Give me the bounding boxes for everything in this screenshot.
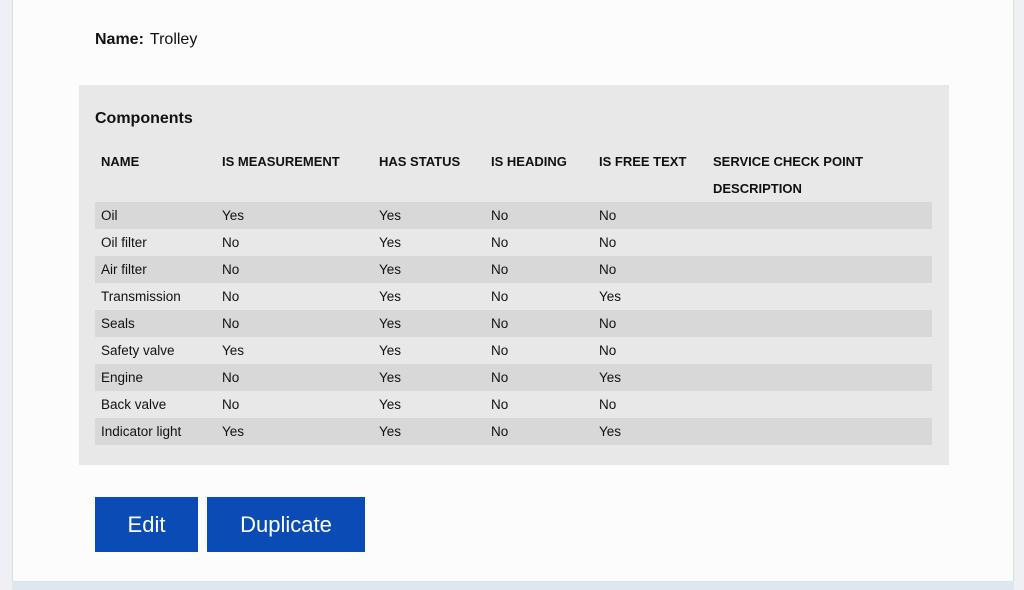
table-cell: Indicator light bbox=[95, 418, 216, 445]
table-cell: Safety valve bbox=[95, 337, 216, 364]
table-cell: No bbox=[485, 337, 593, 364]
table-row bbox=[95, 418, 932, 445]
table-cell bbox=[707, 202, 932, 229]
table-cell: Back valve bbox=[95, 391, 216, 418]
table-cell: No bbox=[593, 229, 707, 256]
table-cell: No bbox=[485, 310, 593, 337]
components-table bbox=[95, 148, 932, 445]
table-cell: Yes bbox=[373, 391, 485, 418]
table-row bbox=[95, 283, 932, 310]
table-cell bbox=[707, 229, 932, 256]
column-header: IS MEASUREMENT bbox=[222, 154, 340, 169]
table-cell bbox=[707, 364, 932, 391]
table-cell: Yes bbox=[373, 283, 485, 310]
table-row bbox=[95, 256, 932, 283]
table-cell: No bbox=[485, 364, 593, 391]
table-cell: No bbox=[485, 391, 593, 418]
table-row bbox=[95, 391, 932, 418]
table-cell: Yes bbox=[373, 256, 485, 283]
table-cell: No bbox=[593, 337, 707, 364]
table-cell: No bbox=[216, 256, 373, 283]
table-cell: No bbox=[216, 283, 373, 310]
edit-button[interactable]: Edit bbox=[95, 497, 198, 552]
components-title: Components bbox=[95, 110, 193, 127]
table-cell: Engine bbox=[95, 364, 216, 391]
table-cell: Yes bbox=[593, 418, 707, 445]
table-cell: Yes bbox=[216, 202, 373, 229]
table-cell: Yes bbox=[373, 418, 485, 445]
record-page bbox=[12, 0, 1014, 581]
record-name bbox=[95, 31, 197, 49]
column-header: IS FREE TEXT bbox=[599, 154, 687, 169]
table-cell: No bbox=[485, 256, 593, 283]
table-cell bbox=[707, 337, 932, 364]
table-cell bbox=[707, 283, 932, 310]
column-header: HAS STATUS bbox=[379, 154, 461, 169]
duplicate-button[interactable]: Duplicate bbox=[207, 497, 365, 552]
bottom-strip bbox=[12, 581, 1014, 590]
table-cell: Air filter bbox=[95, 256, 216, 283]
column-header: SERVICE CHECK POINT DESCRIPTION bbox=[713, 154, 864, 196]
table-cell: Yes bbox=[216, 418, 373, 445]
table-cell: No bbox=[485, 418, 593, 445]
table-cell: Seals bbox=[95, 310, 216, 337]
table-cell: No bbox=[216, 391, 373, 418]
table-cell: Yes bbox=[216, 337, 373, 364]
table-cell: No bbox=[216, 229, 373, 256]
table-cell: No bbox=[485, 202, 593, 229]
name-label: Name: bbox=[95, 31, 144, 48]
table-cell: Oil filter bbox=[95, 229, 216, 256]
table-cell: Yes bbox=[373, 364, 485, 391]
table-cell: No bbox=[216, 310, 373, 337]
table-cell bbox=[707, 391, 932, 418]
table-cell: Yes bbox=[373, 337, 485, 364]
table-cell: Yes bbox=[373, 202, 485, 229]
table-cell: No bbox=[216, 364, 373, 391]
table-header-row bbox=[95, 148, 932, 202]
table-cell: No bbox=[593, 202, 707, 229]
name-value: Trolley bbox=[149, 31, 198, 48]
table-row bbox=[95, 337, 932, 364]
table-row bbox=[95, 310, 932, 337]
table-cell bbox=[707, 418, 932, 445]
table-cell: Yes bbox=[373, 229, 485, 256]
table-cell: No bbox=[593, 391, 707, 418]
table-cell: Yes bbox=[593, 283, 707, 310]
table-cell: Transmission bbox=[95, 283, 216, 310]
table-cell: No bbox=[485, 283, 593, 310]
table-cell: Oil bbox=[95, 202, 216, 229]
table-cell: Yes bbox=[373, 310, 485, 337]
table-cell: No bbox=[485, 229, 593, 256]
table-row bbox=[95, 229, 932, 256]
table-cell bbox=[707, 256, 932, 283]
column-header: IS HEADING bbox=[491, 154, 567, 169]
table-row bbox=[95, 364, 932, 391]
table-cell: Yes bbox=[593, 364, 707, 391]
table-cell bbox=[707, 310, 932, 337]
components-panel bbox=[79, 85, 949, 465]
column-header: NAME bbox=[101, 154, 140, 169]
table-cell: No bbox=[593, 310, 707, 337]
table-row bbox=[95, 202, 932, 229]
table-cell: No bbox=[593, 256, 707, 283]
